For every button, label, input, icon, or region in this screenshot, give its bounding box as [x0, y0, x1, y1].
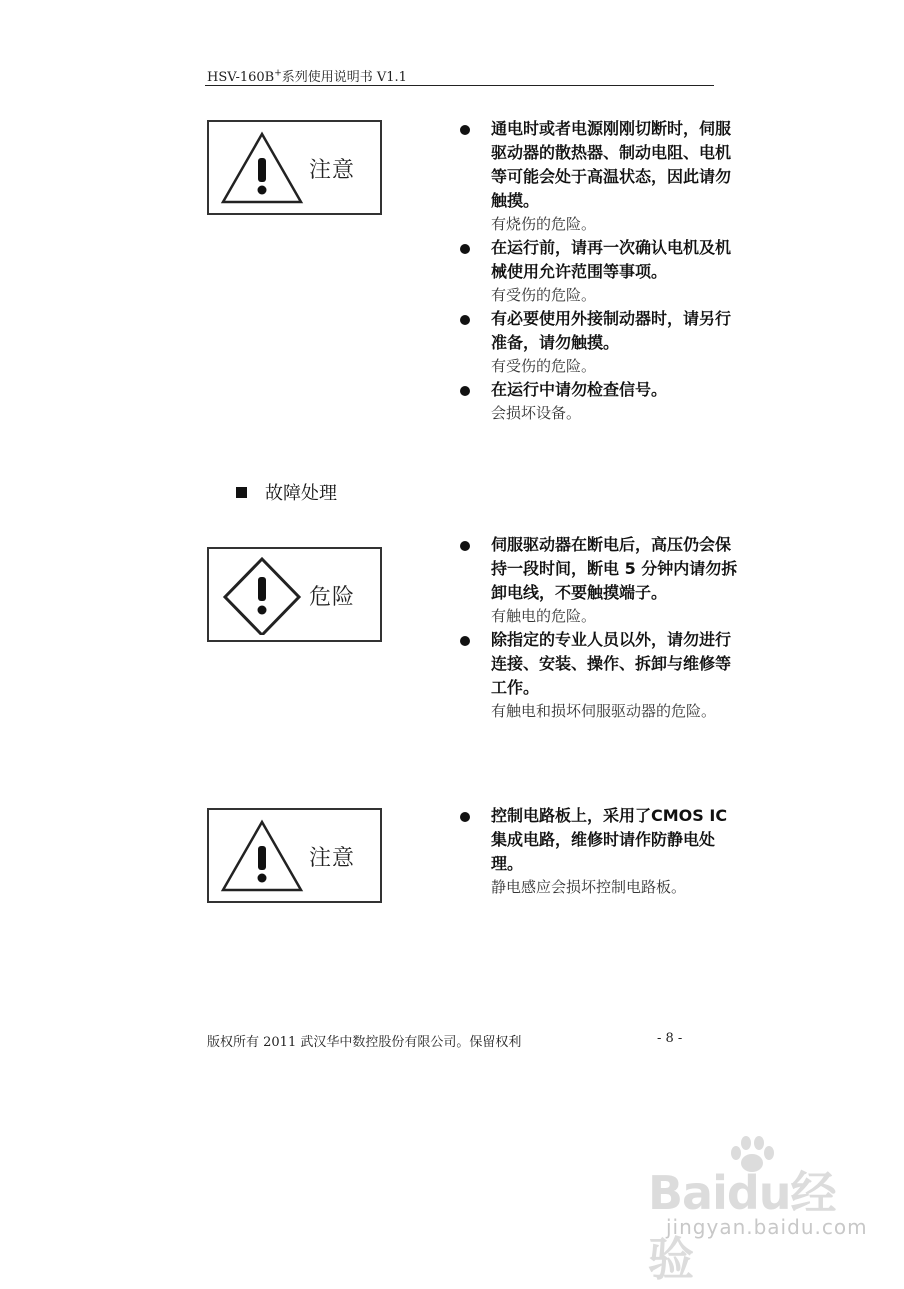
caution-list-2 [458, 804, 738, 899]
item-text: 在运行中请勿检查信号。 [491, 380, 668, 399]
item-consequence: 有烧伤的危险。 [491, 215, 597, 233]
running-header [207, 66, 407, 85]
watermark-url: jingyan.baidu.com [666, 1215, 868, 1239]
item-consequence: 有触电和损坏伺服驱动器的危险。 [491, 702, 717, 720]
header-superscript: + [274, 68, 282, 79]
section-title: 故障处理 [265, 483, 337, 504]
bullet-icon [460, 244, 470, 254]
list-item [458, 533, 738, 628]
danger-list [458, 533, 738, 723]
item-text: 在运行前，请再一次确认电机及机械使用允许范围等事项。 [491, 238, 732, 281]
caution-label: 注意 [309, 846, 356, 871]
page-number: - 8 - [657, 1031, 683, 1046]
bullet-icon [460, 812, 470, 822]
list-item [458, 628, 738, 723]
danger-label: 危险 [309, 585, 356, 610]
footer-copyright: 版权所有 2011 武汉华中数控股份有限公司。保留权利 [207, 1035, 522, 1050]
header-model: HSV-160B [207, 70, 275, 85]
list-item [458, 804, 738, 899]
baidu-watermark [640, 1135, 870, 1286]
bullet-icon [460, 541, 470, 551]
item-consequence: 会损坏设备。 [491, 404, 582, 422]
caution-label: 注意 [309, 158, 356, 183]
item-text-part: 集成电路，维修时请作防静电处理。 [491, 830, 716, 873]
list-item [458, 378, 738, 425]
danger-sign [207, 547, 382, 642]
caution-sign [207, 120, 382, 215]
warning-triangle-icon [217, 128, 307, 208]
item-text [491, 533, 738, 605]
item-text-part: 伺服驱动器在断电后，高压仍会保持一段时间，断电 [491, 535, 732, 578]
item-text-part: 分钟内请勿拆卸电线，不要触摸端子。 [491, 559, 738, 602]
section-heading [236, 479, 337, 505]
warning-triangle-icon [217, 816, 307, 896]
item-text-term: CMOS IC [651, 806, 728, 825]
item-text-part: 控制电路板上，采用了 [491, 806, 652, 825]
caution-sign [207, 808, 382, 903]
danger-diamond-icon [217, 555, 307, 635]
watermark-brand: Baidu经验 [648, 1166, 836, 1286]
item-text: 通电时或者电源刚刚切断时，伺服驱动器的散热器、制动电阻、电机等可能会处于高温状态，因此请勿触摸。 [491, 119, 732, 210]
list-item [458, 117, 738, 236]
item-text: 有必要使用外接制动器时，请另行准备，请勿触摸。 [491, 309, 732, 352]
header-title: 系列使用说明书 V1.1 [281, 70, 407, 85]
bullet-icon [460, 125, 470, 135]
item-consequence: 有受伤的危险。 [491, 286, 597, 304]
square-bullet-icon [236, 487, 247, 498]
item-text [491, 804, 738, 876]
item-text-number: 5 [624, 559, 636, 578]
bullet-icon [460, 315, 470, 325]
bullet-icon [460, 636, 470, 646]
caution-list-1 [458, 117, 738, 425]
item-consequence: 有触电的危险。 [491, 607, 597, 625]
item-consequence: 静电感应会损坏控制电路板。 [491, 878, 687, 896]
bullet-icon [460, 386, 470, 396]
list-item [458, 307, 738, 378]
header-rule [205, 85, 714, 86]
item-text: 除指定的专业人员以外，请勿进行连接、安装、操作、拆卸与维修等工作。 [491, 630, 732, 697]
item-consequence: 有受伤的危险。 [491, 357, 597, 375]
list-item [458, 236, 738, 307]
